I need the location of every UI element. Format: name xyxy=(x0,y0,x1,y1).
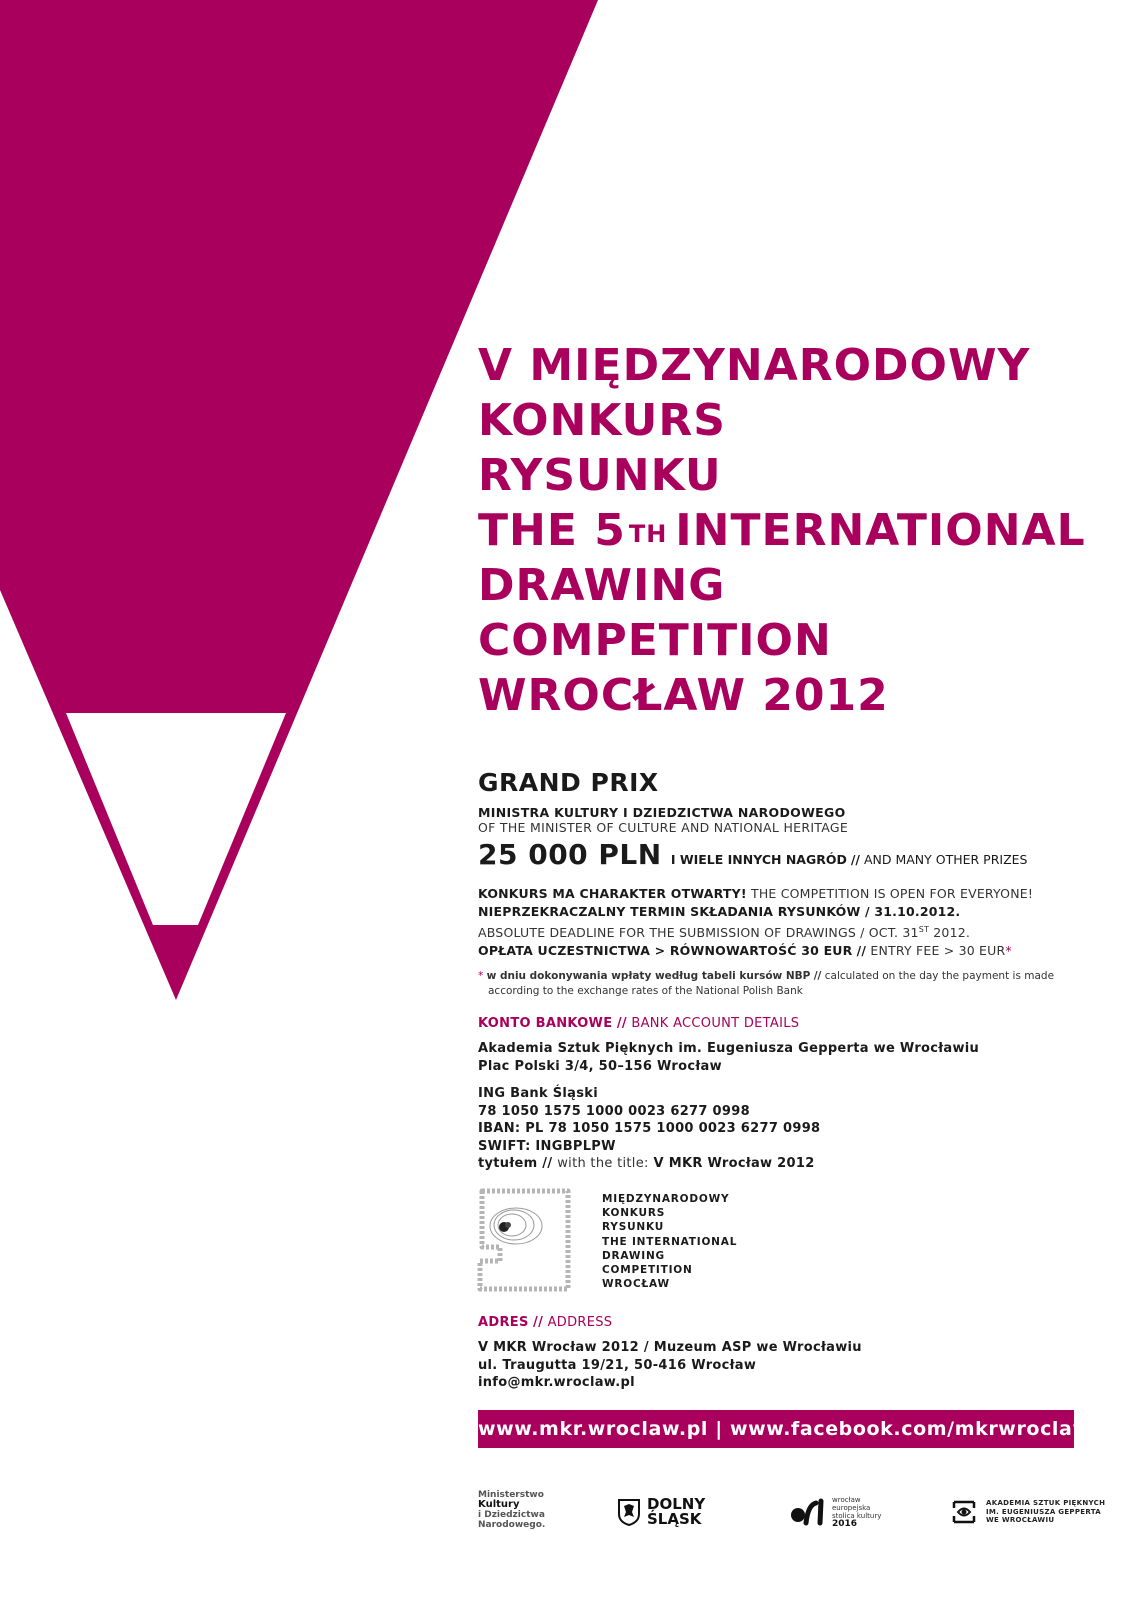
spacer xyxy=(478,1075,979,1085)
wroclaw-2016-logo xyxy=(790,1490,881,1534)
title-line: COMPETITION xyxy=(478,615,832,666)
asp-line: WE WROCŁAWIU xyxy=(986,1516,1055,1525)
logo-text-line: KONKURS xyxy=(602,1207,666,1220)
wroclaw-2016-text xyxy=(832,1496,881,1528)
deadline-en-text: ABSOLUTE DEADLINE FOR THE SUBMISSION OF DRAWINGS / OCT. 31 xyxy=(478,925,919,941)
logo-text-line: MIĘDZYNARODOWY xyxy=(602,1193,730,1205)
deadline-pl-text: NIEPRZEKRACZALNY TERMIN SKŁADANIA RYSUNKÓW / 31.10.2012. xyxy=(478,904,961,919)
note-asterisk: * xyxy=(478,970,484,982)
fee-en: ENTRY FEE > 30 EUR xyxy=(870,943,1006,959)
wroclaw-line: wrocław xyxy=(832,1496,861,1504)
title-line: WROCŁAW 2012 xyxy=(478,670,889,721)
open-pl: KONKURS MA CHARAKTER OTWARTY! xyxy=(478,886,747,901)
title-label-en: with the title: xyxy=(557,1156,649,1171)
separator: // xyxy=(813,970,822,982)
asp-logo xyxy=(950,1490,1105,1534)
poster-title xyxy=(478,338,1086,723)
bank-heading xyxy=(478,1016,799,1031)
deadline-ordinal: ST xyxy=(918,925,930,934)
address-heading xyxy=(478,1315,612,1330)
wroclaw-2016-icon xyxy=(790,1497,826,1527)
title-value: V MKR Wrocław 2012 xyxy=(653,1156,815,1171)
bank-heading-pl: KONTO BANKOWE xyxy=(478,1016,613,1031)
fee-asterisk: * xyxy=(1005,943,1012,959)
title-line: RYSUNKU xyxy=(478,450,722,501)
asp-line: IM. EUGENIUSZA GEPPERTA xyxy=(986,1507,1101,1516)
asp-line: AKADEMIA SZTUK PIĘKNYCH xyxy=(986,1499,1106,1508)
competition-logo xyxy=(470,1185,580,1297)
deadline-en-year: 2012. xyxy=(933,925,971,941)
email-link[interactable]: info@mkr.wroclaw.pl xyxy=(478,1375,635,1390)
bank-line: SWIFT: INGBPLPW xyxy=(478,1138,616,1154)
ministry-line: Ministerstwo xyxy=(478,1490,544,1500)
competition-info xyxy=(478,885,1033,960)
title-label-pl: tytułem xyxy=(478,1156,538,1171)
fee-line xyxy=(478,942,1033,960)
ministry-line: Narodowego. xyxy=(478,1520,546,1530)
deadline-en xyxy=(478,921,1033,942)
logo-text-line: RYSUNKU xyxy=(602,1221,665,1234)
wroclaw-line: europejska xyxy=(832,1504,871,1512)
bank-line: 78 1050 1575 1000 0023 6277 0998 xyxy=(478,1103,750,1119)
note-en1: calculated on the day the payment is made xyxy=(824,970,1055,982)
bank-details xyxy=(478,1040,979,1173)
address-heading-pl: ADRES xyxy=(478,1315,529,1330)
logo-wordmark xyxy=(602,1192,737,1291)
other-prizes-pl: I WIELE INNYCH NAGRÓD xyxy=(670,852,847,867)
grand-prix-heading: GRAND PRIX xyxy=(478,768,659,797)
asp-text xyxy=(986,1499,1105,1525)
asp-emblem-icon xyxy=(950,1498,978,1526)
open-line xyxy=(478,885,1033,903)
bank-line: Plac Polski 3/4, 50–156 Wrocław xyxy=(478,1058,722,1074)
eagle-crest-icon xyxy=(617,1498,641,1526)
logo-text-line: THE INTERNATIONAL xyxy=(602,1235,738,1248)
other-prizes xyxy=(671,852,1028,867)
bank-heading-en: BANK ACCOUNT DETAILS xyxy=(631,1016,800,1031)
title-line: V MIĘDZYNARODOWY xyxy=(478,340,1031,391)
wroclaw-year: 2016 xyxy=(832,1519,858,1529)
separator: // xyxy=(616,1016,627,1031)
grand-prix-sub-pl: MINISTRA KULTURY I DZIEDZICTWA NARODOWEGO xyxy=(478,805,846,820)
deadline-pl xyxy=(478,903,1033,921)
dolny-slask-logo xyxy=(617,1490,705,1534)
grand-prix-sub-en: OF THE MINISTER OF CULTURE AND NATIONAL HERITAGE xyxy=(478,820,849,835)
note-pl: w dniu dokonywania wpłaty według tabeli kursów NBP xyxy=(486,970,811,982)
title-line xyxy=(478,503,1086,558)
wroclaw-line: stolica kultury xyxy=(832,1512,882,1520)
separator: // xyxy=(533,1315,544,1330)
title-line-prefix: THE 5 xyxy=(478,505,626,556)
bank-title-line xyxy=(478,1155,979,1173)
title-line-rest: INTERNATIONAL xyxy=(675,505,1086,556)
address-details xyxy=(478,1339,862,1392)
address-heading-en: ADDRESS xyxy=(547,1315,613,1330)
ministry-line: Kultury xyxy=(478,1499,520,1510)
ministry-logo xyxy=(478,1490,545,1534)
title-ordinal-suffix: TH xyxy=(628,520,668,548)
title-line: DRAWING xyxy=(478,560,726,611)
logo-text-line: WROCŁAW xyxy=(602,1278,670,1291)
title-line: KONKURS xyxy=(478,395,726,446)
address-line: ul. Traugutta 19/21, 50-416 Wrocław xyxy=(478,1357,757,1373)
bank-line: IBAN: PL 78 1050 1575 1000 0023 6277 0998 xyxy=(478,1121,821,1136)
dolny-line: ŚLĄSK xyxy=(647,1510,702,1528)
note-line xyxy=(478,969,1054,984)
separator: // xyxy=(542,1156,553,1171)
bank-line: ING Bank Śląski xyxy=(478,1086,598,1101)
fee-note xyxy=(478,969,1054,999)
open-en: THE COMPETITION IS OPEN FOR EVERYONE! xyxy=(751,886,1034,901)
bank-line: Akademia Sztuk Pięknych im. Eugeniusza Gepperta we Wrocławiu xyxy=(478,1041,980,1056)
logo-text-line: DRAWING xyxy=(602,1249,665,1262)
other-prizes-en: AND MANY OTHER PRIZES xyxy=(863,852,1028,867)
separator: // xyxy=(856,943,867,959)
ministry-line: i Dziedzictwa xyxy=(478,1510,545,1520)
fee-pl: OPŁATA UCZESTNICTWA > RÓWNOWARTOŚĆ 30 EUR xyxy=(478,943,853,959)
separator: // xyxy=(850,852,860,867)
address-line: V MKR Wrocław 2012 / Muzeum ASP we Wrocławiu xyxy=(478,1340,862,1355)
prize-line xyxy=(478,838,1028,871)
dolny-slask-text xyxy=(647,1497,705,1527)
note-en2: according to the exchange rates of the National Polish Bank xyxy=(488,985,803,997)
website-links-bar[interactable]: www.mkr.wroclaw.pl | www.facebook.com/mkrwroclaw xyxy=(478,1410,1074,1448)
logo-text-line: COMPETITION xyxy=(602,1264,693,1277)
prize-amount: 25 000 PLN xyxy=(478,838,662,871)
dolny-line: DOLNY xyxy=(647,1495,706,1513)
